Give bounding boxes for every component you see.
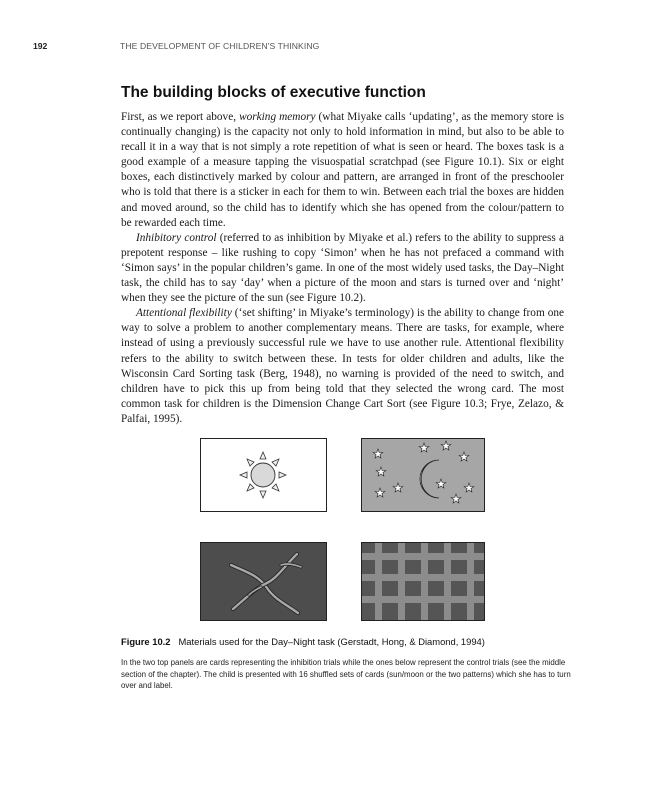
figure-caption [121,636,571,647]
moon-icon [362,439,484,511]
page-header [33,41,593,55]
page-number: 192 [33,41,48,51]
figure-note-text: In the two top panels are cards representing the inhibition trials while the ones below represent the control trials (see the middle section of the chapter). The child is presented with 16 shuffled sets of cards (sun/moon or the two patterns) which she has to turn over and label. [121,658,571,691]
wavy-lines-card [200,542,327,621]
term-attentional-flexibility: Attentional flexibility [136,307,232,320]
paragraph-text: (referred to as inhibition by Miyake et al.) refers to the ability to suppress a prepotent response – like rushing to copy ‘Simon’ when he has not prefaced a command with ‘Simon says’ in the popular children’s game. In one of the most widely used tasks, the Day–Night task, the child has to say ‘day’ when a picture of the moon and stars is turned over and ‘night’ when they see the picture of the sun (see Figure 10.2). [121,231,564,305]
paragraph-attentional-flexibility [121,306,564,427]
paragraph-inhibitory-control [121,231,564,306]
paragraph-text: First, as we report above, [121,111,240,123]
term-working-memory: working memory [239,111,316,123]
checkered-card [361,542,485,621]
paragraph-text: (‘set shifting’ in Miyake’s terminology) is the ability to change from one way to solve a problem to another complementary means. There are tasks, for example, where instead of using a previously successful rule we have to use another rule. Attentional flexibility refers to the ability to switch between these. In tests for older children and adults, like the Wisconsin Card Sorting task (Berg, 1948), no warning is provided of the need to switch, and children have to pick this up from being told that they selected the wrong card. The most common task for children is the Dimension Change Cart Sort (see Figure 10.3; Frye, Zelazo, & Palfai, 1995). [121,307,565,425]
sun-icon [201,439,326,511]
figure-note [121,657,571,692]
moon-stars-card [361,438,485,512]
sun-card [200,438,327,512]
term-inhibitory-control: Inhibitory control [136,231,217,244]
figure-label: Figure 10.2 [121,636,171,647]
figure-title: Materials used for the Day–Night task (Gerstadt, Hong, & Diamond, 1994) [178,636,485,647]
grid-pattern [362,543,484,620]
running-head: THE DEVELOPMENT OF CHILDREN'S THINKING [120,41,320,51]
paragraph-working-memory [121,110,564,231]
wavy-lines-pattern [201,543,326,620]
section-title: The building blocks of executive function [121,84,426,101]
paragraph-text: (what Miyake calls ‘updating’, as the memory store is continually changing) is the capacity not only to hold information in mind, but also to be able to recall it in a way that is not simply a rote repetition of what is seen or heard. The boxes task is a good example of a measure tapping the visuospatial scratchpad (see Figure 10.1). Six or eight boxes, each distinctively marked by colour and pattern, are arranged in front of the preschooler who is told that there is a sticker in each for them to win. Between each trial the boxes are hidden and moved around, so the child has to identify which she has opened from the colour/pattern to be rewarded each time. [121,111,564,229]
body-text [121,110,564,427]
